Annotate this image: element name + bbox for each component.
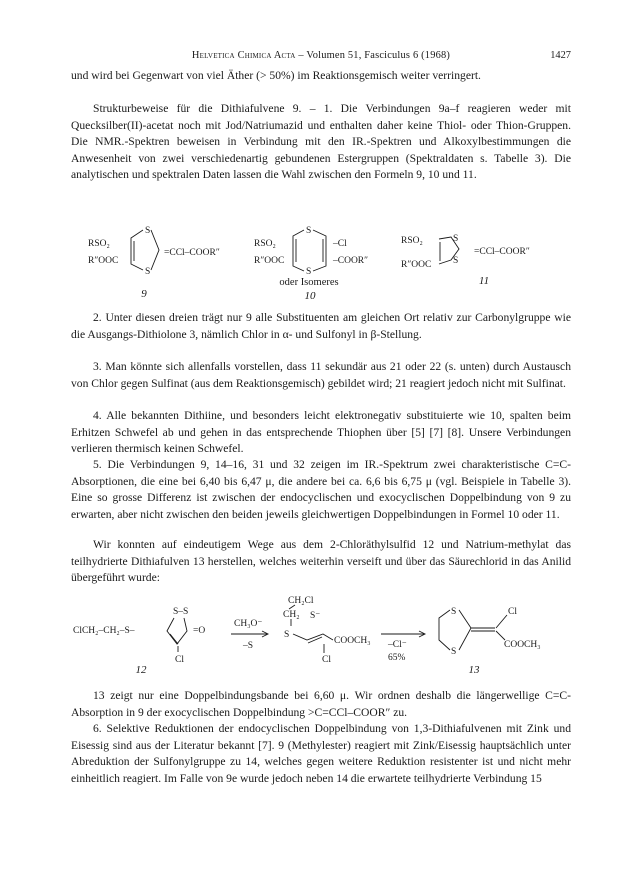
- s12-carbonyl: =O: [193, 626, 206, 636]
- s13-cl-bond: [496, 615, 507, 628]
- mid-ch2: CH₂: [283, 610, 300, 620]
- volume-issue: – Volumen 51, Fasciculus 6 (1968): [298, 50, 451, 61]
- mid-ch2cl: CH₂Cl: [288, 596, 314, 606]
- s11-rso2: RSO₂: [401, 236, 423, 246]
- mid-cl: Cl: [322, 655, 331, 665]
- s9-side-chain: =CCl–COOR″: [164, 248, 220, 258]
- s13-cooch3: COOCH₃: [504, 640, 541, 650]
- s9-s-bottom: S: [145, 267, 151, 277]
- paragraph-5: 5. Die Verbindungen 9, 14–16, 31 und 32 zeigen im IR.-Spektrum zwei charakteristische C=C-Absorptionen, die eine bei 6,40 bis 6,47 μ, die andere bei ca. 6,6 bis 6,75 μ (vgl. Beispiele in Tabelle 3). Eine so grosse Differenz ist zwischen der endocyclischen und exocyclischen Doppelbindung von 9 zu erwarten, aber nicht zwischen den beiden jeweils gleichwertigen Doppelbindungen in Formel 10 oder 11.: [71, 458, 571, 521]
- s9-rooc: R″OOC: [88, 256, 119, 266]
- s11-s-bottom: S: [453, 256, 459, 266]
- s10-ring-bonds: [293, 230, 304, 271]
- mid-cooch3: COOCH₃: [334, 636, 371, 646]
- paragraph-7: 13 zeigt nur eine Doppelbindungsbande bei 6,60 μ. Wir ordnen deshalb die längerwellige C=C-Absorption in 9 der exocyclischen Doppelbindung >C=CCl–COOR″ zu.: [71, 689, 571, 719]
- s9-ring-bonds: [131, 230, 143, 270]
- s11-rooc: R″OOC: [401, 260, 432, 270]
- paragraph-6: Wir konnten auf eindeutigem Wege aus dem 2-Chloräthylsulfid 12 und Natrium-methylat das teilhydrierte Dithiafulven 13 herstellen, welches weiterhin verseift und über das Säurechlorid in das Anilid übergeführt wurde:: [71, 538, 571, 584]
- s10-cl: –Cl: [333, 239, 347, 249]
- mid-double-bond: [308, 637, 322, 643]
- mid-s-anion: S⁻: [310, 611, 321, 621]
- s9-s-top: S: [145, 226, 151, 236]
- mid-s-ring: S: [284, 630, 290, 640]
- arrow2-below: –Cl⁻: [388, 640, 407, 650]
- s12-cl: Cl: [175, 655, 184, 665]
- s12-ring-bonds: [167, 618, 187, 644]
- arrow1-below: –S: [243, 641, 254, 651]
- s12-chain: ClCH₂–CH₂–S–: [73, 626, 135, 636]
- arrow2-yield: 65%: [388, 653, 406, 663]
- paragraph-1: Strukturbeweise für die Dithiafulvene 9. – 1. Die Verbindungen 9a–f reagieren weder mit Quecksilber(II)-acetat noch mit Jod/Natriumazid und enthalten daher keine Thiol- oder Thion-Gruppen. Die NMR.-Spektren beweisen in Verbindung mit den IR.-Spektren und Alkoxylbestimmungen die Anwesenheit von zwei verschiedenartig gebundenen Estergruppen (Spektraldaten s. Tabelle 3). Die analytischen und spektralen Daten lassen die Wahl zwischen den Formeln 9, 10 und 11.: [71, 102, 571, 181]
- arrow1-above: CH₃O⁻: [234, 619, 263, 629]
- s13-cooch3-bond: [496, 631, 505, 640]
- mid-backbone: [293, 634, 333, 640]
- structure-label-10: 10: [304, 290, 316, 302]
- paragraph-intro: und wird bei Gegenwart von viel Äther (> 50%) im Reaktionsgemisch weiter verringert.: [71, 69, 481, 82]
- s9-ring-bonds-right: [151, 230, 159, 270]
- s13-cl: Cl: [508, 607, 517, 617]
- s10-s-bottom: S: [306, 267, 312, 277]
- paragraph-8: 6. Selektive Reduktionen der endocyclischen Doppelbindung von 1,3-Dithiafulvenen mit Zink und Eisessig sind aus der Literatur bekannt [7]. 9 (Methylester) reagiert mit Zink/Eisessig hauptsächlich unter Abreduktion der Sulfonylgruppe zu 14, welches gegen weitere Reduktion resistenter ist und nicht mehr einheitlich reagiert. Im Falle von 9e wurde jedoch neben 14 die erwartete teilhydrierte Verbindung 15: [71, 722, 571, 785]
- structure-label-11: 11: [478, 275, 490, 287]
- s13-s-top: S: [451, 607, 457, 617]
- s11-side-chain: =CCl–COOR″: [474, 247, 530, 257]
- structure-label-12: 12: [135, 664, 147, 676]
- s10-s-top: S: [306, 226, 312, 236]
- s10-rso2: RSO₂: [254, 239, 276, 249]
- s10-rooc: R″OOC: [254, 256, 285, 266]
- structure-label-9: 9: [141, 288, 147, 300]
- journal-name: Helvetica Chimica Acta: [191, 50, 296, 61]
- structure-label-10-note: oder Isomeres: [279, 277, 339, 288]
- s11-s-top: S: [453, 234, 459, 244]
- s10-ring-bonds-right: [313, 230, 326, 271]
- paragraph-3: 3. Man könnte sich allenfalls vorstellen, dass 11 sekundär aus 21 oder 22 (s. unten) durch Austausch von Chlor gegen Sulfinat (aus dem Reaktionsgemisch) gebildet wird; 21 reagiert jedoch nicht mit Sulfinat.: [71, 360, 571, 390]
- s13-s-bottom: S: [451, 647, 457, 657]
- s13-ring-bonds-right: [459, 610, 471, 650]
- s12-ss: S–S: [173, 607, 189, 617]
- structure-label-13: 13: [468, 664, 480, 676]
- s13-ring-bonds: [439, 610, 450, 650]
- s12-double-bond: [170, 634, 178, 644]
- s10-coor: –COOR″: [333, 256, 369, 266]
- paragraph-4: 4. Alle bekannten Dithiine, und besonders leicht elektronegativ substituierte wie 10, spalten beim Erhitzen Schwefel ab und gehen in das entsprechende Thiophen über [5] [7] [8]. Unsere Verbindungen verlieren thermisch keinen Schwefel.: [71, 409, 571, 455]
- paragraph-2: 2. Unter diesen dreien trägt nur 9 alle Substituenten am gleichen Ort relativ zur Carbonylgruppe wie die Ausgangs-Dithiolone 3, nämlich Chlor in α- und Sulfonyl in β-Stellung.: [71, 311, 571, 341]
- page-number: 1427: [550, 50, 571, 61]
- s9-rso2: RSO₂: [88, 239, 110, 249]
- reaction-scheme-12-13: [71, 588, 571, 668]
